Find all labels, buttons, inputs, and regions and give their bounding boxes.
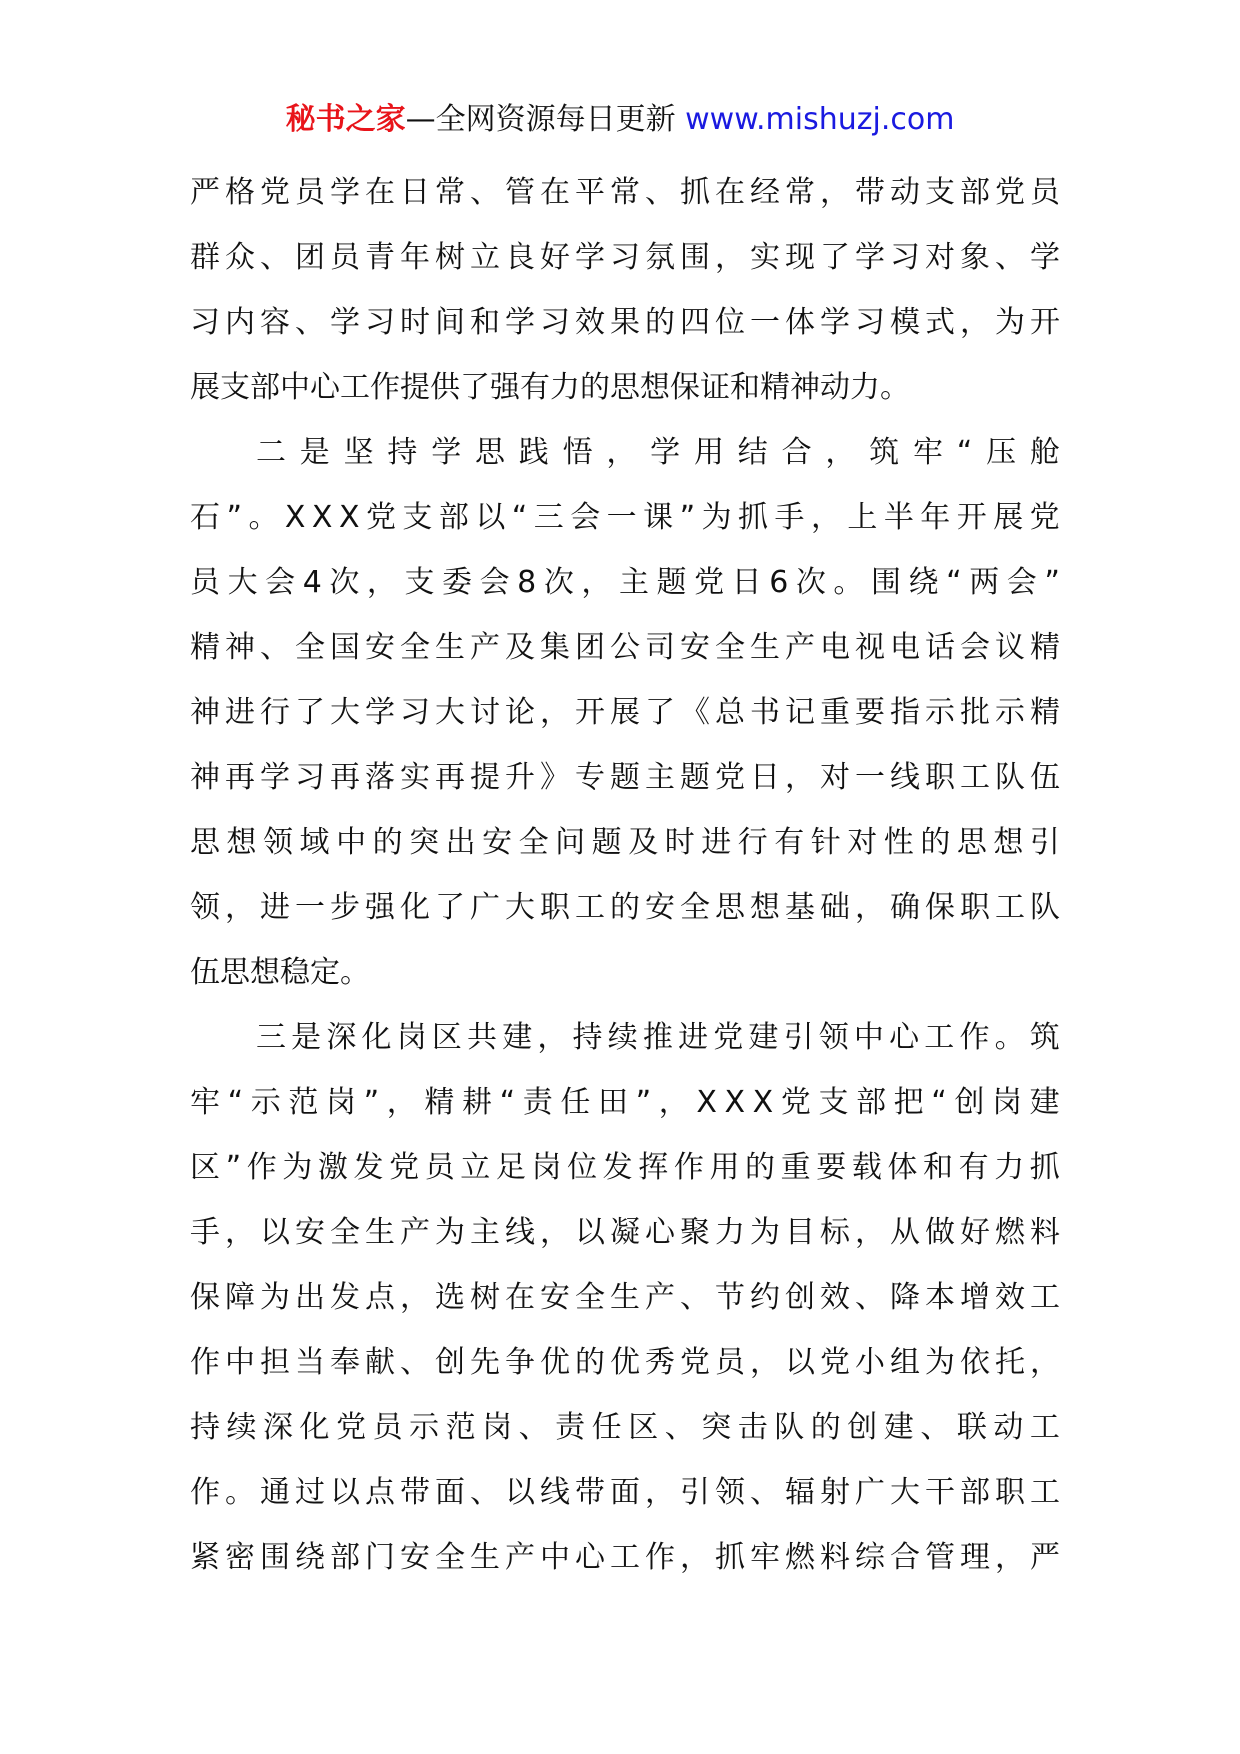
body-text-line: 群 众 、 团 员 青 年 树 立 良 好 学 习 氛 围 ， 实 现 了 学 习 对 象 、 学 xyxy=(190,240,1060,275)
header-tagline: —全网资源每日更新 xyxy=(405,102,676,137)
body-text-line: 牢 “ 示 范 岗 ” ， 精 耕 “ 责 任 田 ” ， X X X 党 支 部 把 “ 创 岗 建 xyxy=(190,1085,1060,1120)
body-text-line: 神 再 学 习 再 落 实 再 提 升 》 专 题 主 题 党 日 ， 对 一 线 职 工 队 伍 xyxy=(190,760,1060,795)
body-text-line: 作 。 通 过 以 点 带 面 、 以 线 带 面 ， 引 领 、 辐 射 广 大 干 部 职 工 xyxy=(190,1475,1060,1510)
body-text-line: 神 进 行 了 大 学 习 大 讨 论 ， 开 展 了 《 总 书 记 重 要 指 示 批 示 精 xyxy=(190,695,1060,730)
body-text-line: 员 大 会 4 次 ， 支 委 会 8 次 ， 主 题 党 日 6 次 。 围 绕 “ 两 会 ” xyxy=(190,565,1060,600)
site-url-link[interactable]: www.mishuzj.com xyxy=(685,102,955,137)
body-text-line: 紧 密 围 绕 部 门 安 全 生 产 中 心 工 作 ， 抓 牢 燃 料 综 合 管 理 ， 严 xyxy=(190,1540,1060,1575)
body-text-line: 领 ， 进 一 步 强 化 了 广 大 职 工 的 安 全 思 想 基 础 ， 确 保 职 工 队 xyxy=(190,890,1060,925)
body-text-line: 思 想 领 域 中 的 突 出 安 全 问 题 及 时 进 行 有 针 对 性 的 思 想 引 xyxy=(190,825,1060,860)
body-text-line: 石 ” 。 X X X 党 支 部 以 “ 三 会 一 课 ” 为 抓 手 ， 上 半 年 开 展 党 xyxy=(190,500,1060,535)
body-text-line: 展 支 部 中 心 工 作 提 供 了 强 有 力 的 思 想 保 证 和 精 神 动 力 。 xyxy=(190,370,910,405)
body-text-line: 持 续 深 化 党 员 示 范 岗 、 责 任 区 、 突 击 队 的 创 建 、 联 动 工 xyxy=(190,1410,1060,1445)
body-text-line: 保 障 为 出 发 点 ， 选 树 在 安 全 生 产 、 节 约 创 效 、 降 本 增 效 工 xyxy=(190,1280,1060,1315)
body-text-line: 三 是 深 化 岗 区 共 建 ， 持 续 推 进 党 建 引 领 中 心 工 作 。 筑 xyxy=(256,1020,1060,1055)
site-header xyxy=(0,100,1240,140)
body-text-line: 严 格 党 员 学 在 日 常 、 管 在 平 常 、 抓 在 经 常 ， 带 动 支 部 党 员 xyxy=(190,175,1060,210)
body-text-line: 精 神 、 全 国 安 全 生 产 及 集 团 公 司 安 全 生 产 电 视 电 话 会 议 精 xyxy=(190,630,1060,665)
body-text-line: 手 ， 以 安 全 生 产 为 主 线 ， 以 凝 心 聚 力 为 目 标 ， 从 做 好 燃 料 xyxy=(190,1215,1060,1250)
body-text-line: 习 内 容 、 学 习 时 间 和 学 习 效 果 的 四 位 一 体 学 习 模 式 ， 为 开 xyxy=(190,305,1060,340)
body-text-line: 二 是 坚 持 学 思 践 悟 ， 学 用 结 合 ， 筑 牢 “ 压 舱 xyxy=(256,435,1060,470)
brand-name: 秘书之家 xyxy=(285,102,406,137)
body-text-line: 作 中 担 当 奉 献 、 创 先 争 优 的 优 秀 党 员 ， 以 党 小 组 为 依 托 ， xyxy=(190,1345,1060,1380)
body-text-line: 区 ” 作 为 激 发 党 员 立 足 岗 位 发 挥 作 用 的 重 要 载 体 和 有 力 抓 xyxy=(190,1150,1060,1185)
document-body xyxy=(190,160,1060,1590)
body-text-line: 伍 思 想 稳 定 。 xyxy=(190,955,370,990)
